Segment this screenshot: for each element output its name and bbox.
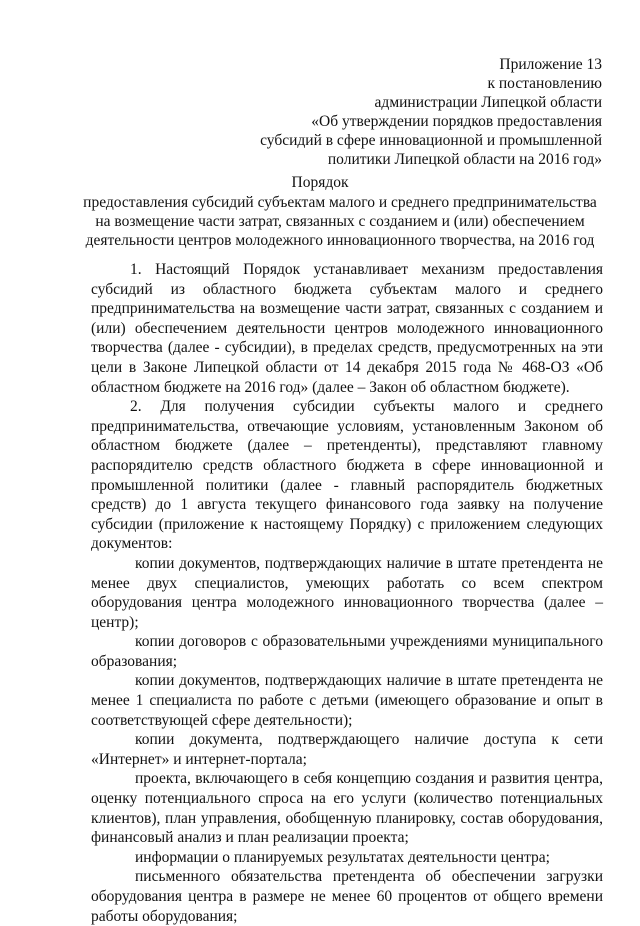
list-item: информации о планируемых результатах деятельности центра; (135, 848, 550, 866)
list-item: копии документа, подтверждающего наличие доступа к сети «Интернет» и интернет-портала; (91, 731, 603, 768)
document-body (91, 260, 603, 926)
document-subtitle (80, 193, 600, 250)
appendix-line: политики Липецкой области на 2016 год» (327, 151, 602, 168)
appendix-line: «Об утверждении порядков предоставления (311, 113, 602, 130)
list-item: копии документов, подтверждающих наличие в штате претендента не менее двух специалистов, умеющих работать со всем спектром оборудования центра молодежного инновационного творчества (далее – центр); (91, 554, 603, 631)
appendix-line: администрации Липецкой области (374, 94, 602, 111)
subtitle-line: деятельности центров молодежного инновационного творчества, на 2016 год (85, 232, 595, 249)
paragraph-2: 2. Для получения субсидии субъекты малого и среднего предпринимательства, отвечающие условиям, установленным Законом об областном бюджете (далее – претенденты), представляют главному распорядителю средств областного бюджета в сфере инновационной и промышленной политики (далее - главный распорядитель бюджетных средств) до 1 августа текущего финансового года заявку на получение субсидии (приложение к настоящему Порядку) с приложением следующих документов: (91, 398, 603, 553)
appendix-line: субсидий в сфере инновационной и промышленной (260, 132, 602, 149)
list-item: проекта, включающего в себя концепцию создания и развития центра, оценку потенциального спроса на его услуги (количество потенциальных клиентов), план управления, обобщенную планировку, состав оборудования, финансовый анализ и план реализации проекта; (91, 770, 603, 847)
list-item: копии документов, подтверждающих наличие в штате претендента не менее 1 специалиста по работе с детьми (имеющего образование и опыт в соответствующей сфере деятельности); (91, 672, 603, 729)
appendix-line: Приложение 13 (499, 56, 602, 73)
paragraph-1: 1. Настоящий Порядок устанавливает механизм предоставления субсидий из областного бюджета субъектам малого и среднего предпринимательства на возмещение части затрат, связанных с созданием и (или) обеспечением деятельности центров молодежного инновационного творчества (далее - субсидии), в пределах средств, предусмотренных на эти цели в Законе Липецкой области от 14 декабря 2015 года № 468-ОЗ «Об областном бюджете на 2016 год» (далее – Закон об областном бюджете). (91, 261, 603, 396)
list-item: письменного обязательства претендента об обеспечении загрузки оборудования центра в размере не менее 60 процентов от общего времени работы оборудования; (91, 868, 603, 925)
list-item: копии договоров с образовательными учреждениями муниципального образования; (91, 633, 603, 670)
subtitle-line: предоставления субсидий субъектам малого и среднего предпринимательства (83, 194, 597, 211)
appendix-header (260, 55, 602, 169)
subtitle-line: на возмещение части затрат, связанных с созданием и (или) обеспечением (95, 213, 585, 230)
document-title: Порядок (291, 174, 349, 191)
appendix-line: к постановлению (487, 75, 602, 92)
